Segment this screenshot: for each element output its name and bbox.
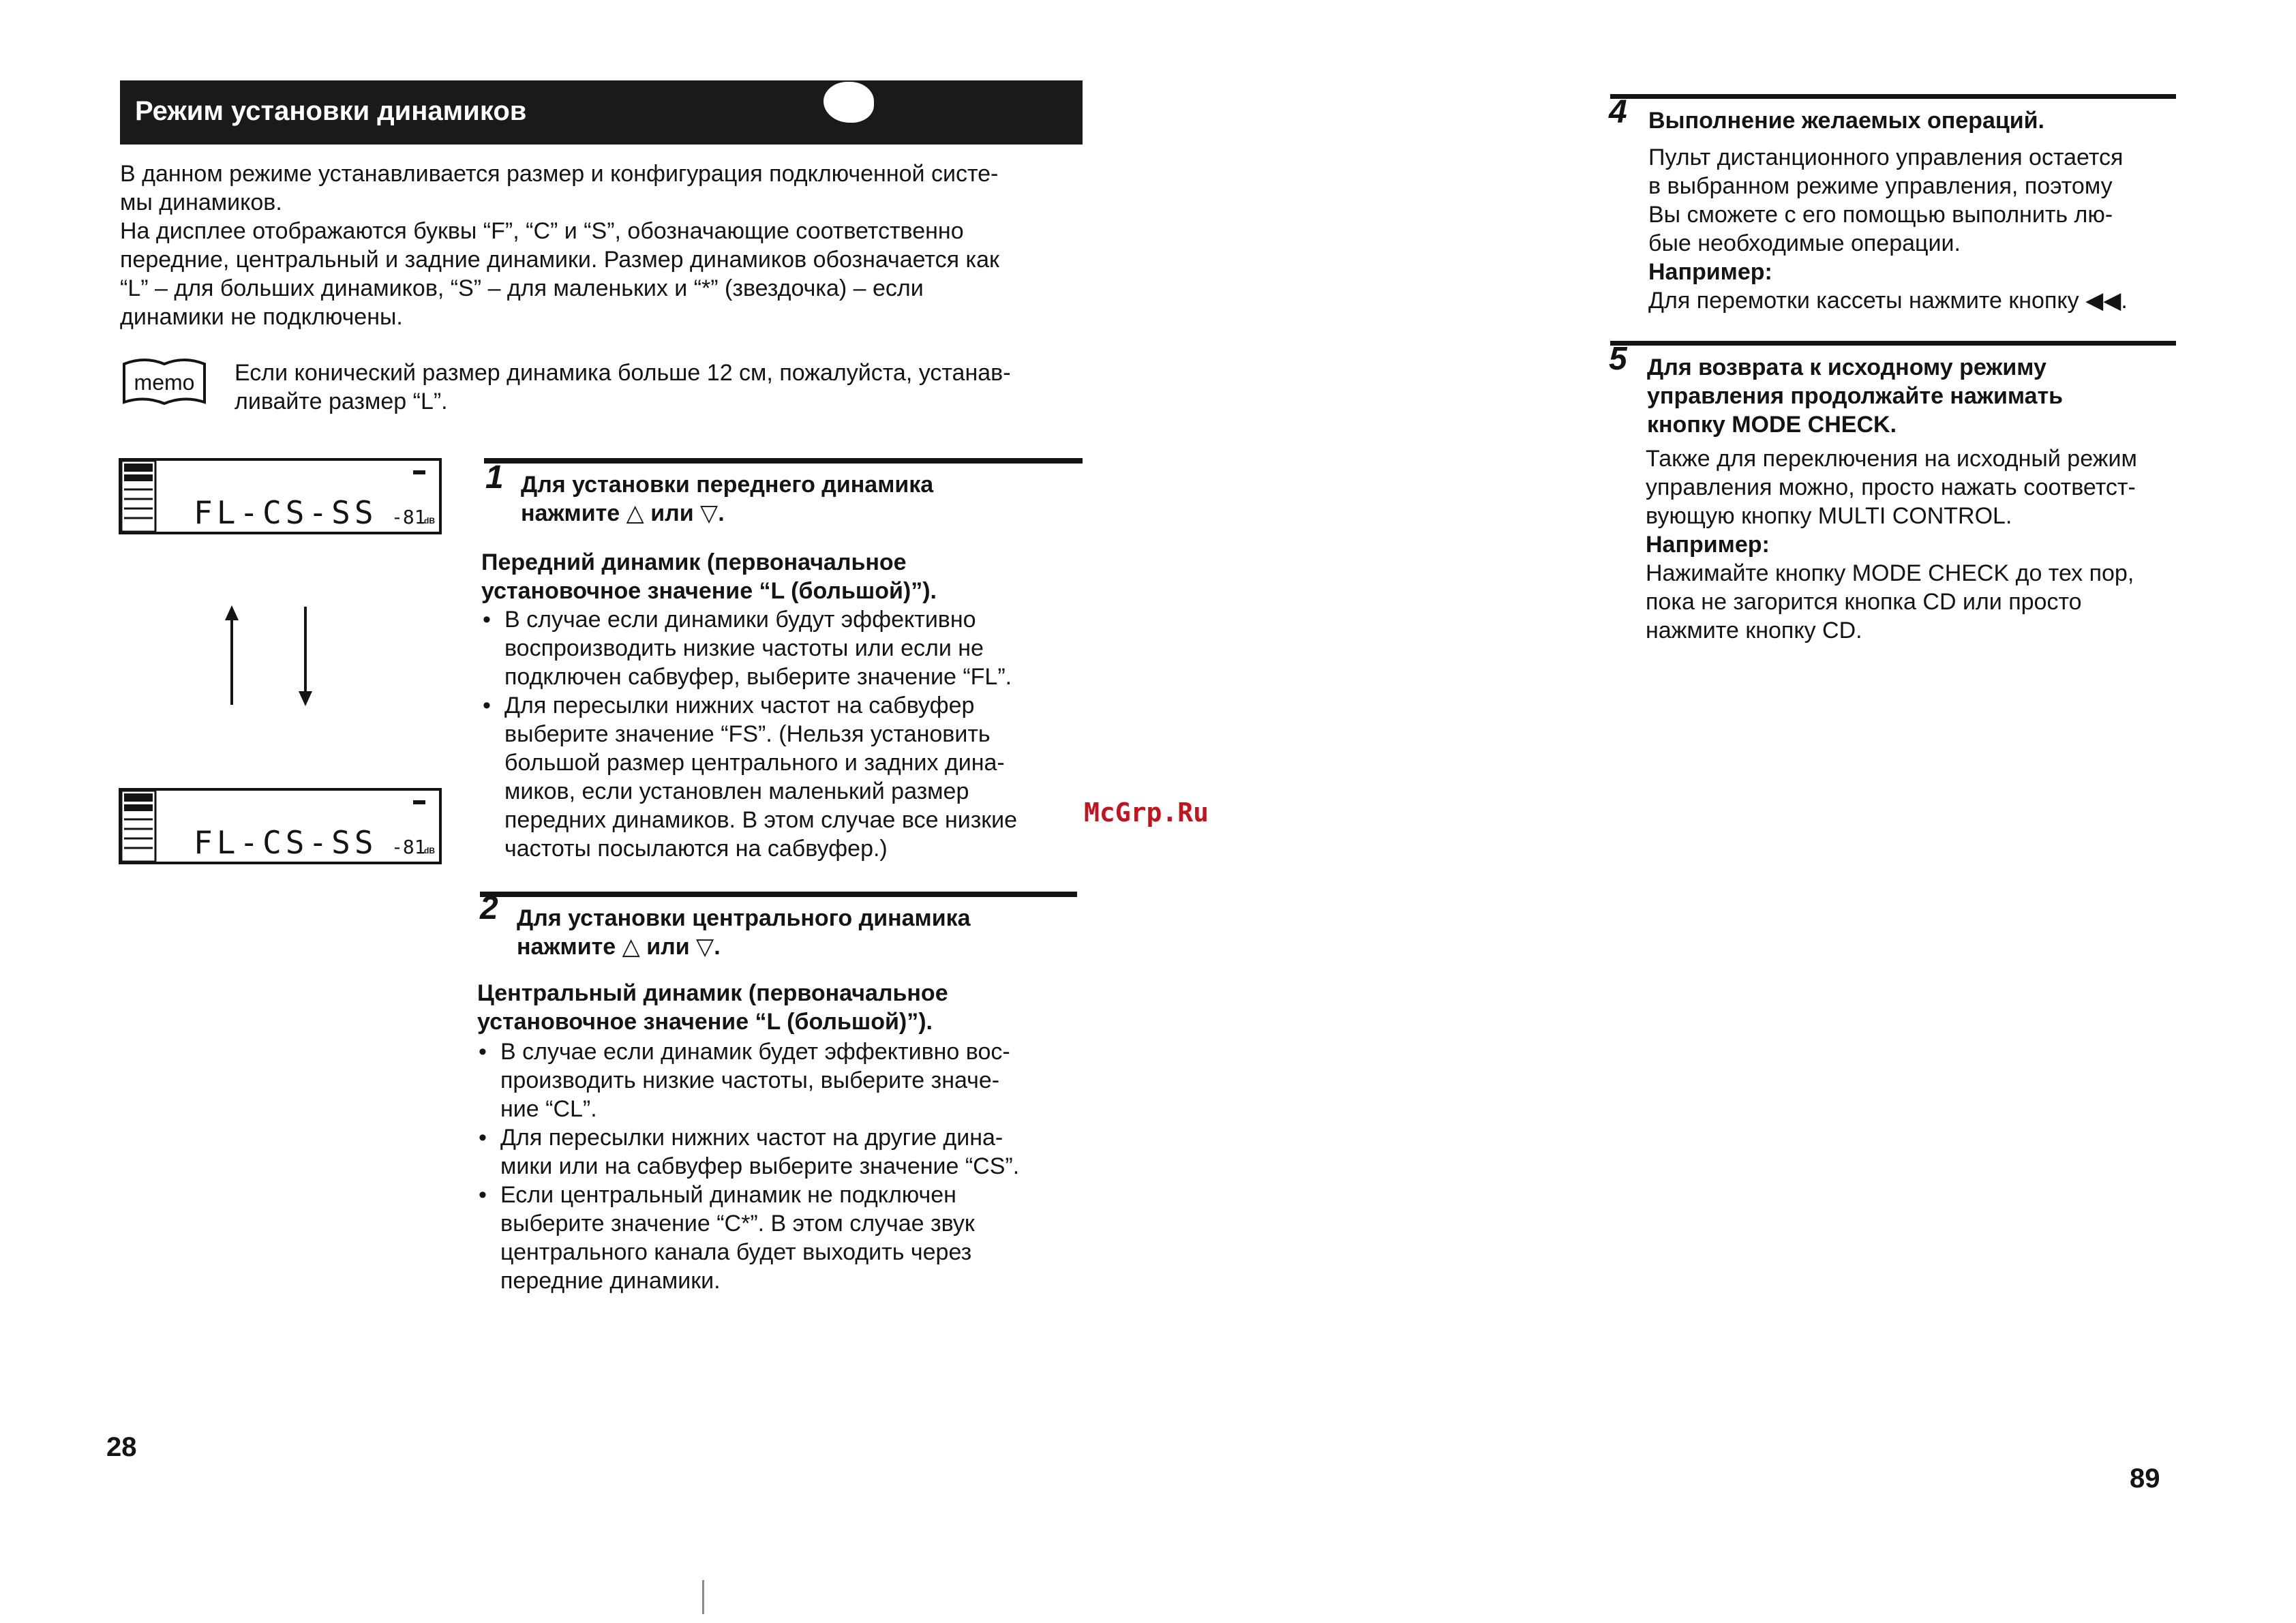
- list-item-line: мики или на сабвуфер выберите значение “CS”.: [500, 1153, 1020, 1179]
- subheading-line: Передний динамик (первоначальное: [481, 549, 907, 575]
- lcd-display-front-speaker: [119, 458, 442, 534]
- step-heading-line: Для установки центрального динамика: [517, 905, 971, 931]
- step-5-body: [1646, 444, 2205, 645]
- step-1-rule: [484, 458, 1083, 464]
- memo-book-icon: [120, 354, 209, 408]
- example-line: пока не загорится кнопка CD или просто: [1646, 589, 2082, 615]
- memo-icon-label: memo: [134, 370, 195, 395]
- step-1-subheading: [481, 548, 1081, 605]
- example-line: Нажимайте кнопку MODE CHECK до тех пор,: [1646, 560, 2134, 586]
- list-item-line: подключен сабвуфер, выберите значение “FL”.: [504, 664, 1012, 690]
- step-4-heading: Выполнение желаемых операций.: [1648, 108, 2045, 134]
- lcd-unit: dB: [424, 516, 435, 526]
- body-line: бые необходимые операции.: [1648, 230, 1961, 256]
- subheading-line: Центральный динамик (первоначальное: [477, 980, 948, 1006]
- list-item-line: выберите значение “C*”. В этом случае звук: [500, 1211, 975, 1237]
- intro-line: передние, центральный и задние динамики. Размер динамиков обозначается как: [120, 247, 999, 273]
- lcd-segment-text: FL-CS-SS: [194, 824, 378, 861]
- memo-line: ливайте размер “L”.: [235, 389, 448, 414]
- list-item-line: центрального канала будет выходить через: [500, 1239, 972, 1265]
- lcd-level: -81: [391, 506, 426, 528]
- list-item-line: миков, если установлен маленький размер: [504, 778, 969, 804]
- body-line: Вы сможете с его помощью выполнить лю-: [1648, 202, 2113, 228]
- step-heading-line: нажмите △ или ▽.: [517, 934, 721, 960]
- step-2-rule: [480, 892, 1077, 897]
- subheading-line: установочное значение “L (большой)”).: [481, 578, 937, 604]
- step-2-bullets: [477, 1037, 1091, 1295]
- step-5-rule: [1610, 341, 2176, 346]
- step-5-number: 5: [1609, 341, 1627, 377]
- list-item-line: передние динамики.: [500, 1268, 721, 1294]
- step-heading-line: нажмите △ или ▽.: [521, 500, 725, 526]
- up-down-arrows-icon: [218, 605, 314, 708]
- section-title: Режим установки динамиков: [135, 96, 527, 126]
- step-heading-line: управления продолжайте нажимать: [1647, 383, 2064, 409]
- example-text: Для перемотки кассеты нажмите кнопку ◀◀.: [1648, 288, 2128, 314]
- lcd-level: -81: [391, 836, 426, 858]
- list-item: [477, 1123, 1091, 1181]
- step-2-number: 2: [480, 890, 498, 926]
- gutter-mark: [702, 1580, 704, 1614]
- example-label: Например:: [1648, 259, 1772, 285]
- body-line: вующую кнопку MULTI CONTROL.: [1646, 503, 2012, 529]
- step-1-bullets: [481, 605, 1095, 863]
- list-item: [477, 1037, 1091, 1123]
- list-item-line: воспроизводить низкие частоты или если не: [504, 635, 984, 661]
- list-item: [477, 1181, 1091, 1295]
- page-number-left: 28: [106, 1432, 137, 1462]
- list-item-line: • Для пересылки нижних частот на другие дина-: [500, 1125, 1003, 1151]
- body-line: Пульт дистанционного управления остается: [1648, 145, 2124, 170]
- memo-note: [235, 359, 1093, 416]
- step-heading-line: Для установки переднего динамика: [521, 472, 934, 498]
- list-item-line: • В случае если динамик будет эффективно вос-: [500, 1039, 1010, 1065]
- intro-line: мы динамиков.: [120, 189, 282, 215]
- list-item-line: • Для пересылки нижних частот на сабвуфер: [504, 693, 975, 718]
- step-4-number: 4: [1609, 94, 1627, 130]
- list-item: [481, 605, 1095, 691]
- body-line: управления можно, просто нажать соответст-: [1646, 474, 2136, 500]
- step-heading-line: кнопку MODE CHECK.: [1647, 412, 1897, 438]
- step-2-heading: [517, 904, 1076, 961]
- step-4-body: [1648, 143, 2194, 315]
- watermark: McGrp.Ru: [1084, 798, 1209, 828]
- body-line: Также для переключения на исходный режим: [1646, 446, 2137, 472]
- body-line: в выбранном режиме управления, поэтому: [1648, 173, 2113, 199]
- intro-line: На дисплее отображаются буквы “F”, “C” и “S”, обозначающие соответственно: [120, 218, 964, 244]
- step-5-heading: [1647, 353, 2192, 439]
- step-1-number: 1: [485, 459, 504, 496]
- list-item-line: выберите значение “FS”. (Нельзя установить: [504, 721, 991, 747]
- memo-line: Если конический размер динамика больше 12 см, пожалуйста, устанав-: [235, 360, 1011, 386]
- lcd-display-center-speaker: [119, 788, 442, 864]
- step-2-subheading: [477, 979, 1077, 1036]
- lcd-segment-text: FL-CS-SS: [194, 494, 378, 531]
- lcd-unit: dB: [424, 846, 435, 855]
- list-item-line: • В случае если динамики будут эффективно: [504, 607, 976, 633]
- step-1-heading: [521, 470, 1080, 528]
- step-4-rule: [1610, 94, 2176, 99]
- intro-paragraph: [120, 160, 1088, 331]
- list-item: [481, 691, 1095, 863]
- list-item-line: ние “CL”.: [500, 1096, 597, 1122]
- subheading-line: установочное значение “L (большой)”).: [477, 1009, 933, 1035]
- list-item-line: передних динамиков. В этом случае все низкие: [504, 807, 1018, 833]
- example-line: нажмите кнопку CD.: [1646, 618, 1862, 643]
- intro-line: “L” – для больших динамиков, “S” – для маленьких и “*” (звездочка) – если: [120, 275, 924, 301]
- page-number-right: 89: [2130, 1463, 2160, 1493]
- section-title-bar: [120, 80, 1083, 145]
- intro-line: динамики не подключены.: [120, 304, 403, 330]
- list-item-line: производить низкие частоты, выберите значе-: [500, 1067, 1000, 1093]
- step-heading-line: Для возврата к исходному режиму: [1647, 354, 2046, 380]
- list-item-line: большой размер центрального и задних дина-: [504, 750, 1005, 776]
- intro-line: В данном режиме устанавливается размер и конфигурация подключенной систе-: [120, 161, 999, 187]
- list-item-line: • Если центральный динамик не подключен: [500, 1182, 956, 1208]
- scan-blemish: [824, 82, 874, 123]
- list-item-line: частоты посылаются на сабвуфер.): [504, 836, 888, 862]
- example-label: Например:: [1646, 532, 1770, 558]
